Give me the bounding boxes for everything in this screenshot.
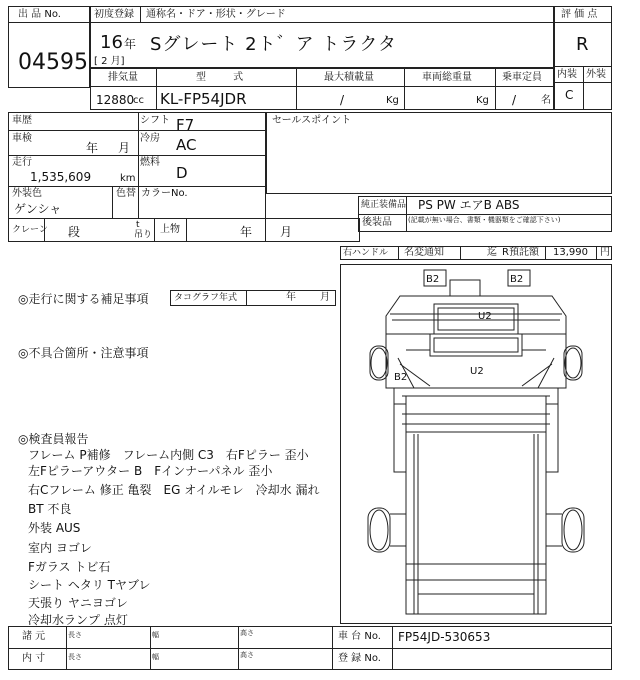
tacho-month-unit: 月: [320, 292, 330, 303]
diagram-mark: B2: [510, 274, 524, 285]
upper-month-unit: 月: [280, 225, 293, 239]
mileage-value: 1,535,609: [30, 170, 92, 184]
length-label: 長さ: [68, 631, 82, 639]
crane-row: [8, 218, 360, 242]
diagram-mark: B2: [394, 372, 408, 383]
steering-text: 右ハンドル: [343, 248, 389, 258]
history-label: 車歴: [12, 115, 32, 126]
lift-unit: 吊り: [134, 230, 153, 240]
rating-value: R: [576, 34, 589, 55]
inspection-label: 車検: [12, 133, 32, 144]
chassis-value: FP54JD-530653: [398, 630, 491, 644]
capacity-unit: 名: [541, 95, 551, 106]
upper-year-unit: 年: [240, 225, 253, 239]
report-line: シート ヘタリ Tヤブレ: [28, 578, 151, 592]
ac-value: AC: [176, 136, 197, 154]
ext-color-label: 外装色: [12, 188, 42, 199]
sales-point-label: セールスポイント: [272, 115, 352, 126]
r-mileage-unit: 円: [600, 247, 610, 258]
report-line: BT 不良: [28, 502, 72, 516]
diagram-mark: U2: [478, 311, 492, 322]
report-line: 冷却水ランプ 点灯: [28, 613, 128, 627]
max-load-value: /: [340, 93, 345, 107]
upper-label: 上物: [160, 224, 180, 235]
max-load-label: 最大積載量: [324, 72, 374, 83]
fuel-value: D: [176, 164, 188, 182]
chassis-label: 車 台 No.: [338, 631, 381, 642]
gross-weight-label: 車両総重量: [422, 72, 472, 83]
inspection-month-unit: 月: [118, 141, 131, 155]
report-line: 天張り ヤニヨゴレ: [28, 596, 128, 610]
lot-number: 04595: [18, 50, 88, 75]
model-code: KL-FP54JDR: [160, 90, 247, 108]
ton-unit: t: [136, 220, 140, 230]
registration-label: 登 録 No.: [338, 653, 381, 664]
report-line: 外装 AUS: [28, 521, 81, 535]
r-mileage-label: R預託額: [502, 247, 539, 258]
diagram-mark: U2: [470, 366, 484, 377]
model-name: Sグレート 2ト゛ア トラクタ: [150, 34, 397, 55]
inspection-year-unit: 年: [86, 141, 99, 155]
shift-value: F7: [176, 116, 195, 134]
displacement-unit: cc: [133, 95, 144, 106]
inspector-title: ◎検査員報告: [18, 432, 89, 446]
tachograph-label: タコグラフ年式: [174, 293, 238, 303]
rating-label: 評 価 点: [561, 9, 598, 20]
lot-label: 出 品 No.: [18, 9, 61, 20]
supplement-title: ◎走行に関する補足事項: [18, 292, 149, 306]
diagram-mark: B2: [426, 274, 440, 285]
report-line: 左Fピラーアウター B Fインナーパネル 歪小: [28, 464, 273, 478]
report-line: 室内 ヨゴレ: [28, 541, 92, 555]
gross-weight-unit: Kg: [476, 95, 489, 106]
first-reg-label: 初度登録: [94, 9, 134, 20]
width-label: 幅: [152, 631, 159, 639]
stage-unit: 段: [68, 225, 81, 239]
r-mileage-value: 13,990: [553, 247, 588, 258]
crane-label: クレーン: [12, 225, 48, 235]
capacity-label: 乗車定員: [502, 72, 542, 83]
tacho-year-unit: 年: [286, 292, 296, 303]
aftermarket-note: (記載が無い場合、書類・機器類をご確認下さい): [408, 216, 561, 224]
fuel-label: 燃料: [140, 157, 160, 168]
length-label: 長さ: [68, 653, 82, 661]
model-label: 型 式: [196, 72, 256, 83]
report-line: Fガラス トビ石: [28, 560, 111, 574]
width-label: 幅: [152, 653, 159, 661]
equipment-label: 純正装備品: [361, 200, 407, 210]
interior-label: 内装: [557, 69, 577, 80]
report-line: フレーム P補修 フレーム内側 C3 右Fピラー 歪小: [28, 448, 309, 462]
aftermarket-label: 後装品: [362, 217, 392, 228]
height-label: 高さ: [240, 651, 254, 659]
shift-label: シフト: [140, 115, 170, 126]
report-line: 右Cフレーム 修正 亀裂 EG オイルモレ 冷却水 漏れ: [28, 483, 320, 497]
name-label: 通称名・ドア・形状・グレード: [146, 9, 286, 20]
color-change-label: 色替: [116, 188, 136, 199]
max-load-unit: Kg: [386, 95, 399, 106]
mileage-label: 走行: [12, 157, 32, 168]
truck-diagram: [340, 264, 612, 624]
height-label: 高さ: [240, 629, 254, 637]
name-change-label: 名変通知: [404, 247, 444, 258]
exterior-label: 外装: [586, 69, 606, 80]
capacity-value: /: [512, 93, 517, 107]
reg-year-unit: 年: [124, 37, 137, 51]
distance-label: 迄: [487, 247, 497, 258]
dims-label: 諸 元: [22, 631, 46, 642]
interior-dims-label: 内 寸: [22, 653, 46, 664]
displacement-label: 排気量: [108, 72, 138, 83]
reg-year: 16: [100, 32, 123, 53]
reg-month: [ 2 月]: [94, 56, 125, 67]
displacement-value: 12880: [96, 93, 135, 107]
color-no-label: カラーNo.: [141, 188, 188, 199]
interior-grade: C: [565, 88, 574, 102]
defects-title: ◎不具合箇所・注意事項: [18, 346, 149, 360]
ext-color-value: ゲンシャ: [14, 202, 62, 216]
ac-label: 冷房: [140, 133, 160, 144]
mileage-unit: km: [120, 173, 136, 184]
equipment-value: PS PW エアB ABS: [418, 198, 520, 212]
